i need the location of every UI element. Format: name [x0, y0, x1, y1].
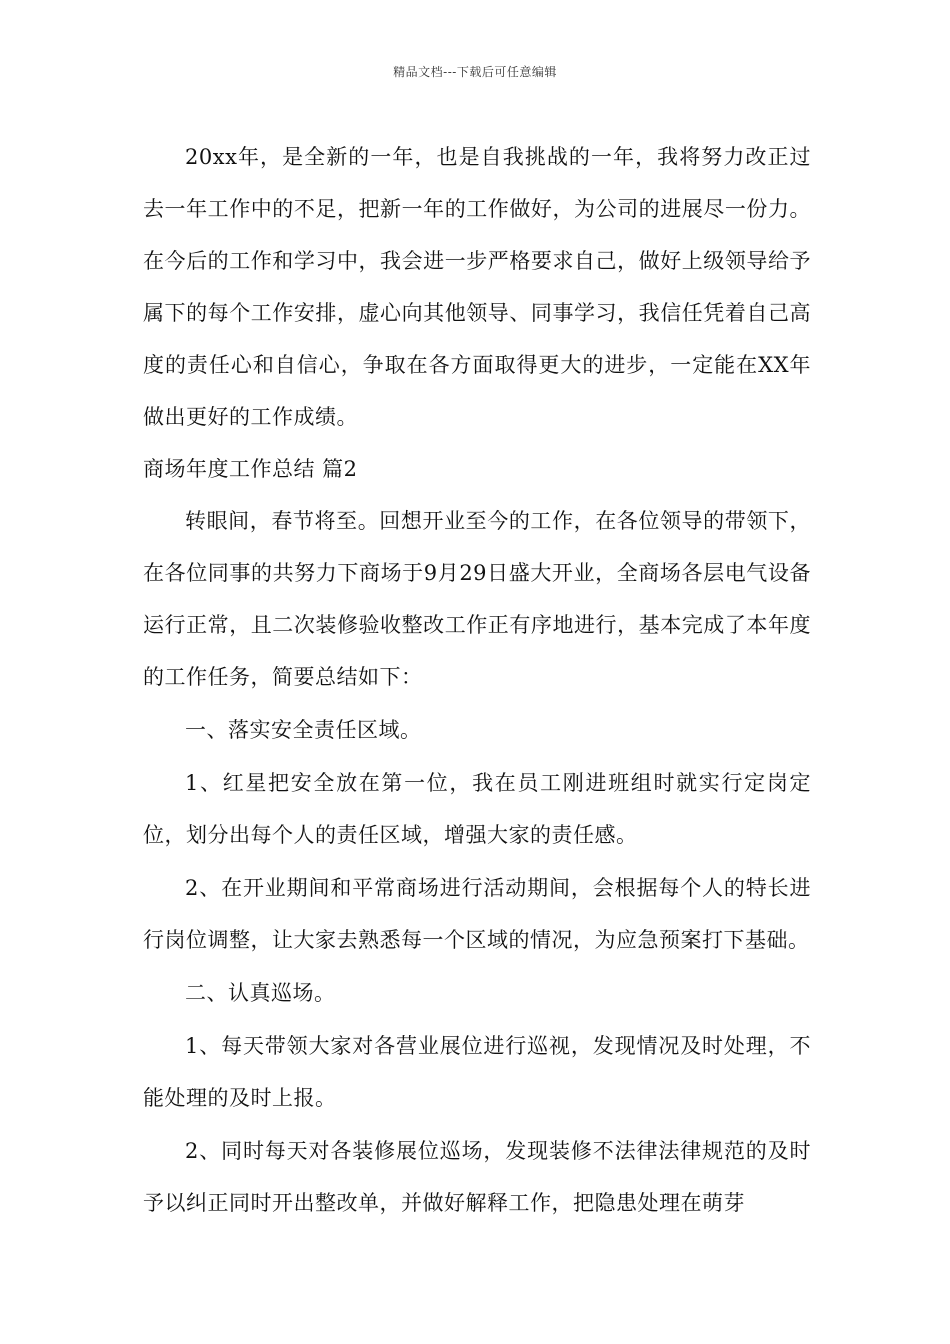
item-heading-patrol: 二、认真巡场。	[185, 981, 336, 1005]
list-item-patrol-1: 1、每天带领大家对各营业展位进行巡视，发现情况及时处理，不能处理的及时上报。	[143, 1034, 811, 1110]
document-body	[143, 131, 811, 1229]
item-heading-safety: 一、落实安全责任区域。	[185, 718, 422, 742]
list-item-safety-1: 1、红星把安全放在第一位，我在员工刚进班组时就实行定岗定位，划分出每个人的责任区域，增强大家的责任感。	[143, 771, 811, 847]
list-item-safety-2: 2、在开业期间和平常商场进行活动期间，会根据每个人的特长进行岗位调整，让大家去熟悉每一个区域的情况，为应急预案打下基础。	[143, 876, 811, 952]
list-item-patrol-2: 2、同时每天对各装修展位巡场，发现装修不法律法律规范的及时予以纠正同时开出整改单，并做好解释工作，把隐患处理在萌芽	[143, 1139, 811, 1215]
paragraph-intro: 转眼间，春节将至。回想开业至今的工作，在各位领导的带领下，在各位同事的共努力下商场于9月29日盛大开业，全商场各层电气设备运行正常，且二次装修验收整改工作正有序地进行，基本完成了本年度的工作任务，简要总结如下：	[143, 509, 811, 689]
page-header: 精品文档---下载后可任意编辑	[393, 65, 557, 79]
paragraph-year-plan: 20xx年，是全新的一年，也是自我挑战的一年，我将努力改正过去一年工作中的不足，把新一年的工作做好，为公司的进展尽一份力。在今后的工作和学习中，我会进一步严格要求自己，做好上级领导给予属下的每个工作安排，虚心向其他领导、同事学习，我信任凭着自己高度的责任心和自信心，争取在各方面取得更大的进步，一定能在XX年做出更好的工作成绩。	[143, 145, 811, 429]
section-title: 商场年度工作总结 篇2	[143, 457, 358, 481]
